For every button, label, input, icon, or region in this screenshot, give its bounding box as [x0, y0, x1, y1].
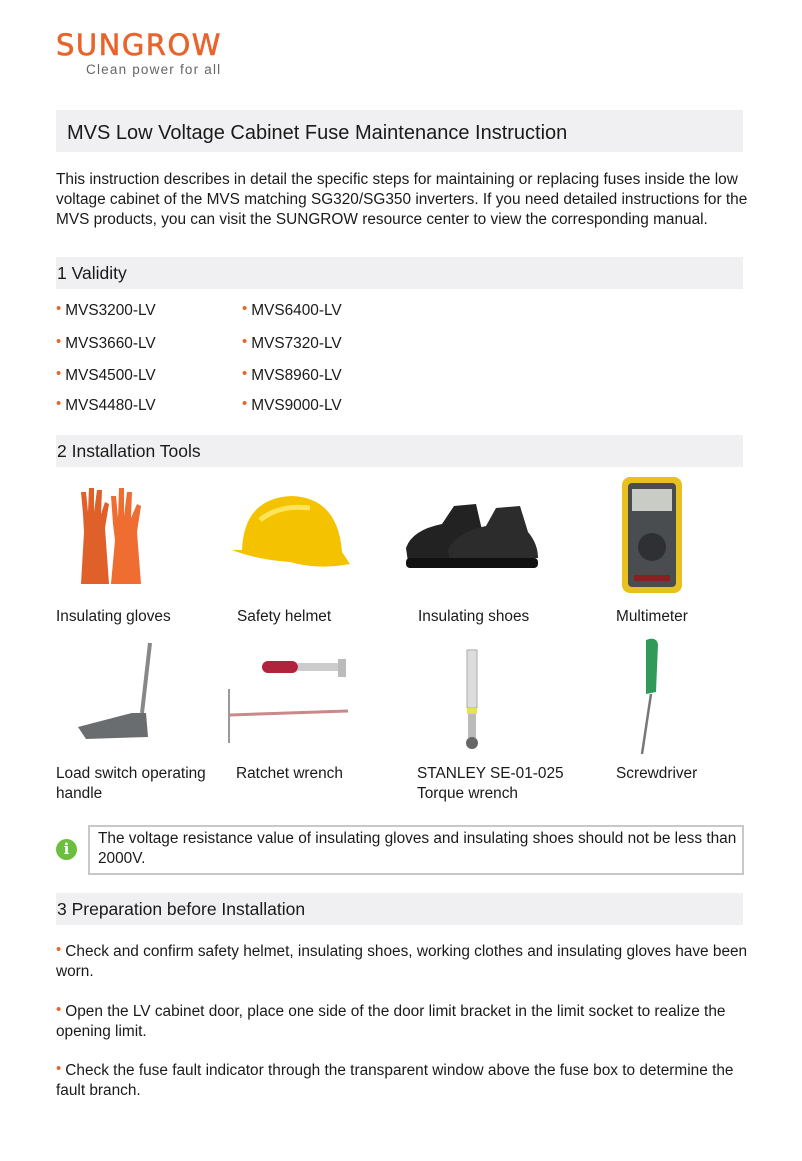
brand-name: SUNGROW [56, 28, 222, 62]
multimeter-image [622, 477, 682, 593]
screwdriver-image [636, 636, 666, 756]
tool-label: Load switch operating handle [56, 765, 206, 802]
validity-model: • MVS8960-LV [242, 365, 342, 384]
validity-model: • MVS4500-LV [56, 365, 156, 384]
validity-model: • MVS3660-LV [56, 333, 156, 352]
bullet-icon: • [242, 395, 248, 412]
intro-paragraph: This instruction describes in detail the specific steps for maintaining or replacing fuses inside the low voltage cabinet of the MVS matching SG320/SG350 inverters. If you need detailed instructions for the MVS products, you can visit the SUNGROW resource center to view the corresponding manual. [56, 171, 748, 228]
section-heading-text: 3 Preparation before Installation [57, 899, 306, 919]
tool-label: Ratchet wrench [236, 765, 343, 782]
section-heading-text: 2 Installation Tools [57, 441, 201, 461]
bullet-icon: • [56, 395, 62, 412]
info-icon: i [56, 839, 77, 860]
preparation-step: • Check the fuse fault indicator through the transparent window above the fuse box to determine the fault branch. [56, 1060, 734, 1099]
bullet-icon: • [56, 300, 62, 317]
validity-model: • MVS3200-LV [56, 300, 156, 319]
tool-label: Insulating gloves [56, 608, 171, 625]
bullet-icon: • [56, 365, 62, 382]
note-box: The voltage resistance value of insulating gloves and insulating shoes should not be less than 2000V. [88, 825, 744, 875]
bullet-icon: • [242, 365, 248, 382]
document-title: MVS Low Voltage Cabinet Fuse Maintenance Instruction [67, 122, 568, 144]
section-heading-text: 1 Validity [57, 263, 127, 283]
validity-model: • MVS4480-LV [56, 395, 156, 414]
brand-tagline: Clean power for all [86, 62, 222, 77]
validity-model: • MVS7320-LV [242, 333, 342, 352]
tool-label: Screwdriver [616, 765, 698, 782]
tool-label: Insulating shoes [418, 608, 530, 625]
bullet-icon: • [242, 333, 248, 350]
torque-wrench-image [462, 648, 482, 752]
tool-label: Safety helmet [237, 608, 332, 625]
preparation-step: • Check and confirm safety helmet, insulating shoes, working clothes and insulating gloves have been worn. [56, 941, 748, 980]
bullet-icon: • [56, 941, 62, 958]
preparation-step: • Open the LV cabinet door, place one side of the door limit bracket in the limit socket to realize the opening limit. [56, 1001, 726, 1040]
ratchet-wrench-image [226, 655, 350, 745]
insulating-shoes-image [402, 500, 540, 572]
load-switch-handle-image [76, 641, 156, 741]
bullet-icon: • [56, 333, 62, 350]
section-preparation-heading [56, 893, 743, 925]
section-validity-heading [56, 257, 743, 289]
tool-label: STANLEY SE-01-025 Torque wrench [417, 765, 564, 802]
tool-label: Multimeter [616, 608, 688, 625]
document-title-band [56, 110, 743, 152]
validity-model: • MVS9000-LV [242, 395, 342, 414]
safety-helmet-image [230, 490, 352, 580]
bullet-icon: • [56, 1001, 62, 1018]
insulating-gloves-image [75, 484, 155, 586]
bullet-icon: • [242, 300, 248, 317]
validity-model: • MVS6400-LV [242, 300, 342, 319]
bullet-icon: • [56, 1060, 62, 1077]
section-tools-heading [56, 435, 743, 467]
sungrow-logo [56, 30, 222, 77]
